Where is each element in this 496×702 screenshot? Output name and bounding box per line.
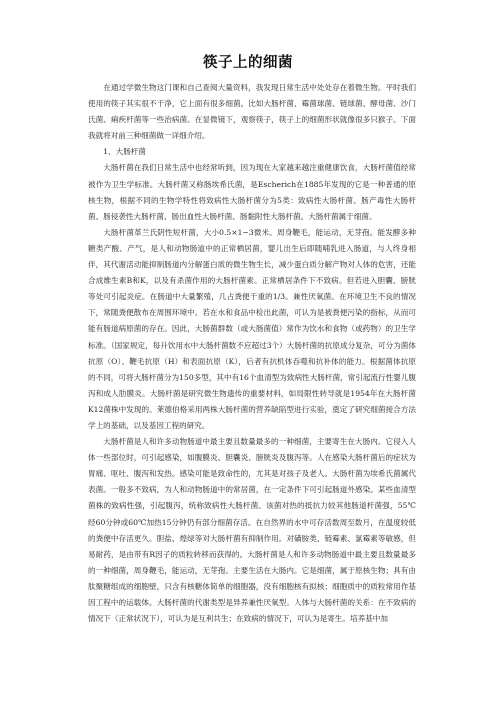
document-body — [88, 80, 416, 627]
paragraph-e-coli-infection: 大肠杆菌是人和许多动物肠道中最主要且数量最多的一种细菌，主要寄生在大肠内。它侵入人体一些部位时，可引起感染，如腹膜炎、胆囊炎、膀胱炎及腹泻等。人在感染大肠杆菌后的症状为胃痛、呕吐、腹泻和发热。感染可能是致命性的，尤其是对孩子及老人。大肠杆菌为埃希氏菌属代表菌。一般多不致病，为人和动物肠道中的常居菌，在一定条件下可引起肠道外感染。某些血清型菌株的致病性强，引起腹泻，统称致病性大肠杆菌。该菌对热的抵抗力较其他肠道杆菌强，55℃经60分钟或60℃加热15分钟仍有部分细菌存活。在自然界的水中可存活数周至数月，在温度较低的粪便中存活更久。胆盐、煌绿等对大肠杆菌有抑制作用。对磺胺类、链霉素、氯霉素等敏感，但易耐药，是由带有R因子的质粒转移而获得的。大肠杆菌是人和许多动物肠道中最主要且数量最多的一种细菌，周身鞭毛，能运动，无芽孢。主要生活在大肠内。它是细菌，属于原核生物；具有由肽聚糖组成的细胞壁，只含有核糖体简单的细胞器，没有细胞核有拟核；细胞质中的质粒常用作基因工程中的运载体。大肠杆菌的代谢类型是异养兼性厌氧型。人体与大肠杆菌的关系：在不致病的情况下（正常状况下），可认为是互利共生；在致病的情况下，可认为是寄生。培养基中加 — [88, 437, 416, 624]
paragraph-intro: 在通过学微生物这门课和自己查阅大量资料，我发现日常生活中处处存在着微生物。平时我们使用的筷子其实很不干净，它上面有很多细菌。比如大肠杆菌、霉菌球菌、链球菌、酵母菌、沙门氏菌、痢疾杆菌等一些治病菌。在显微镜下，观察筷子，筷子上的细菌形状就像很多只猴子。下面我就将对前三种细菌做一详细介绍。 — [88, 83, 416, 141]
document-title: 筷子上的细菌 — [203, 54, 293, 71]
section-heading-e-coli: 1、大肠杆菌 — [103, 147, 146, 157]
paragraph-e-coli-overview: 大肠杆菌在我们日常生活中也经常听到，因为现在大家越来越注重健康饮食，大肠杆菌值经常被作为卫生学标准。大肠杆菌又称肠埃希氏菌，是Escherich在1885年发现的它是一种普通的原核生物，根据不同的生物学特性将致病性大肠杆菌分为5类：致病性大肠杆菌、肠产毒性大肠杆菌、肠侵袭性大肠杆菌、肠出血性大肠杆菌、肠黏附性大肠杆菌。大肠杆菌属于细菌。 — [88, 163, 416, 221]
paragraph-e-coli-characteristics: 大肠杆菌革兰氏阴性短杆菌，大小0.5×1~3微米。周身鞭毛，能运动，无芽孢。能发酵多种糖类产酸、产气，是人和动物肠道中的正常栖居菌，婴儿出生后即随哺乳进入肠道，与人终身相伴，其代谢活动能抑制肠道内分解蛋白质的微生物生长，减少蛋白质分解产物对人体的危害，还能合成维生素B和K，以及有杀菌作用的大肠杆菌素。正常栖居条件下不致病。但若进入胆囊、膀胱等处可引起炎症。在肠道中大量繁殖，几占粪便干重的1/3。兼性厌氧菌。在环境卫生不良的情况下，常随粪便散布在周围环境中。若在水和食品中检出此菌，可认为是被粪便污染的指标，从而可能有肠道病原菌的存在。因此，大肠菌群数（或大肠菌值）常作为饮水和食物（或药物）的卫生学标准。（国家规定，每升饮用水中大肠杆菌数不应超过3个）大肠杆菌的抗原成分复杂，可分为菌体抗原（O）、鞭毛抗原（H）和表面抗原（K），后者有抗机体吞噬和抗补体的能力。根据菌体抗原的不同，可将大肠杆菌分为150多型，其中有16个血清型为致病性大肠杆菌，常引起流行性婴儿腹泻和成人肋膜炎。大肠杆菌是研究微生物遗传的重要材料，如局限性转导就是1954年在大肠杆菌K12菌株中发现的。莱德伯格采用两株大肠杆菌的营养缺陷型进行实验，奠定了研究细菌接合方法学上的基础，以及基因工程的研究。 — [88, 227, 416, 430]
